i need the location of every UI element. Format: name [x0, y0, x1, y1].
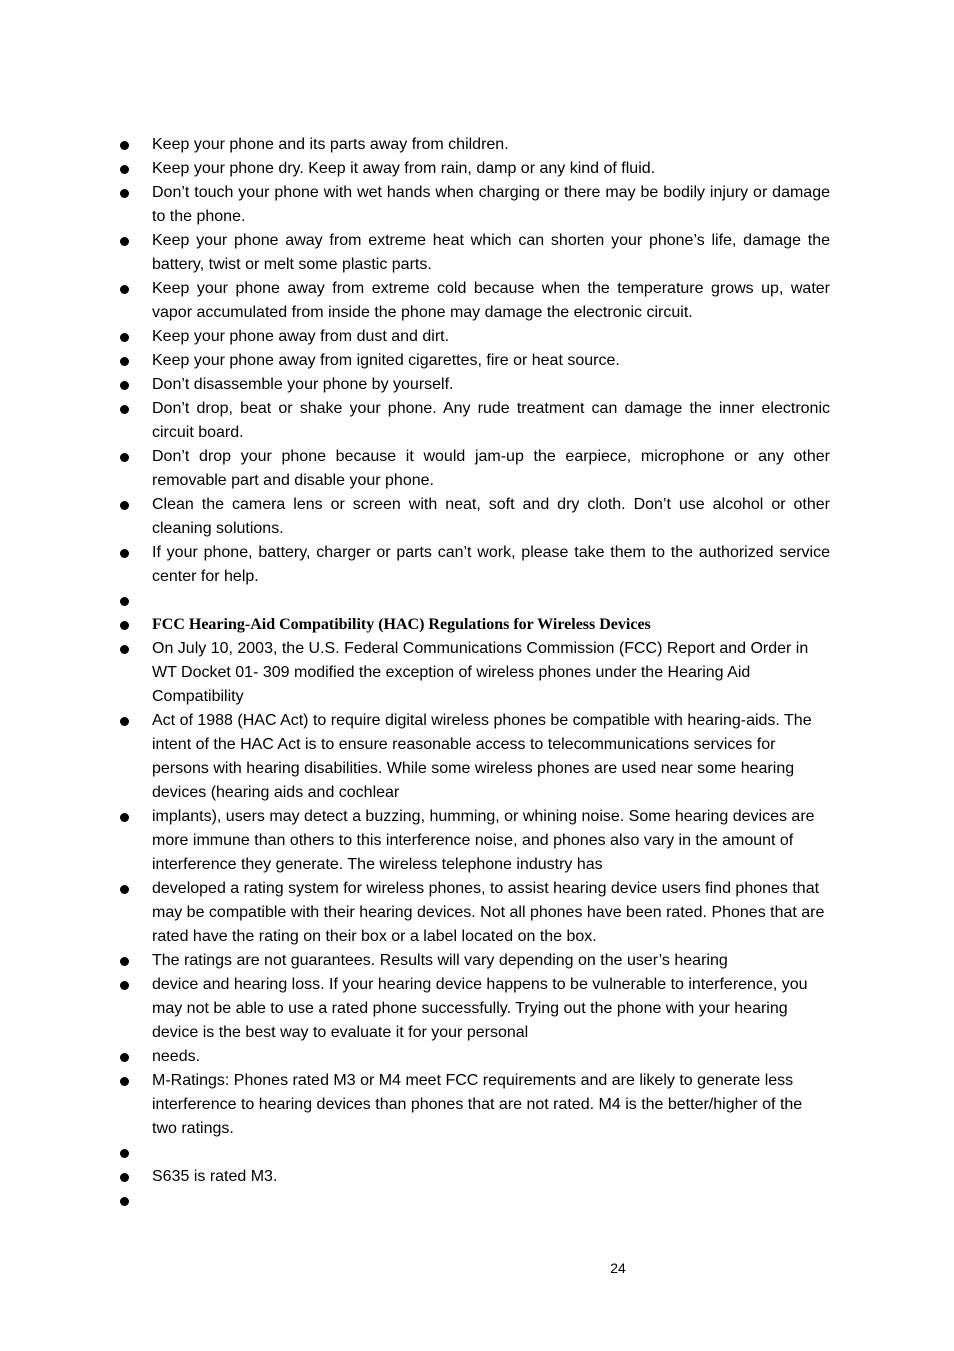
list-item: The ratings are not guarantees. Results will vary depending on the user’s hearing	[118, 949, 830, 973]
bullet-icon	[120, 357, 129, 366]
list-item: Clean the camera lens or screen with neat, soft and dry cloth. Don’t use alcohol or other cleaning solutions.	[118, 493, 830, 541]
list-item: Don’t disassemble your phone by yourself.	[118, 373, 830, 397]
page-number: 24	[610, 1260, 626, 1276]
list-item-empty	[118, 1141, 830, 1165]
bullet-icon	[120, 189, 129, 198]
bullet-icon	[120, 141, 129, 150]
list-item: developed a rating system for wireless phones, to assist hearing device users find phones that may be compatible with their hearing devices. Not all phones have been rated. Phones that are rated have the rating on their box or a label located on the box.	[118, 877, 830, 949]
list-item: Act of 1988 (HAC Act) to require digital wireless phones be compatible with hearing-aids. The intent of the HAC Act is to ensure reasonable access to telecommunications services for persons with hearing disabilities. While some wireless phones are used near some hearing devices (hearing aids and cochlear	[118, 709, 830, 805]
bullet-icon	[120, 1149, 129, 1158]
bullet-icon	[120, 1053, 129, 1062]
list-item: M-Ratings: Phones rated M3 or M4 meet FCC requirements and are likely to generate less interference to hearing devices than phones that are not rated. M4 is the better/higher of the two ratings.	[118, 1069, 830, 1141]
list-item: needs.	[118, 1045, 830, 1069]
list-item: Keep your phone and its parts away from children.	[118, 133, 830, 157]
bullet-list	[118, 133, 830, 1213]
bullet-icon	[120, 957, 129, 966]
bullet-icon	[120, 717, 129, 726]
bullet-icon	[120, 981, 129, 990]
list-item-empty	[118, 589, 830, 613]
bullet-icon	[120, 453, 129, 462]
list-item: Don’t touch your phone with wet hands when charging or there may be bodily injury or damage to the phone.	[118, 181, 830, 229]
bullet-icon	[120, 1197, 129, 1206]
list-item: If your phone, battery, charger or parts can’t work, please take them to the authorized service center for help.	[118, 541, 830, 589]
list-item: Don’t drop, beat or shake your phone. Any rude treatment can damage the inner electronic circuit board.	[118, 397, 830, 445]
bullet-icon	[120, 333, 129, 342]
bullet-icon	[120, 813, 129, 822]
bullet-icon	[120, 621, 129, 630]
bullet-icon	[120, 597, 129, 606]
list-item: Don’t drop your phone because it would jam-up the earpiece, microphone or any other removable part and disable your phone.	[118, 445, 830, 493]
list-item: On July 10, 2003, the U.S. Federal Communications Commission (FCC) Report and Order in WT Docket 01- 309 modified the exception of wireless phones under the Hearing Aid Compatibility	[118, 637, 830, 709]
bullet-icon	[120, 645, 129, 654]
section-heading: FCC Hearing-Aid Compatibility (HAC) Regulations for Wireless Devices	[118, 613, 830, 637]
bullet-icon	[120, 285, 129, 294]
list-item: Keep your phone away from extreme heat which can shorten your phone’s life, damage the battery, twist or melt some plastic parts.	[118, 229, 830, 277]
bullet-icon	[120, 1077, 129, 1086]
bullet-icon	[120, 1173, 129, 1182]
bullet-icon	[120, 405, 129, 414]
list-item: implants), users may detect a buzzing, humming, or whining noise. Some hearing devices are more immune than others to this interference noise, and phones also vary in the amount of interference they generate. The wireless telephone industry has	[118, 805, 830, 877]
list-item: device and hearing loss. If your hearing device happens to be vulnerable to interference, you may not be able to use a rated phone successfully. Trying out the phone with your hearing device is the best way to evaluate it for your personal	[118, 973, 830, 1045]
bullet-icon	[120, 501, 129, 510]
bullet-icon	[120, 549, 129, 558]
list-item: Keep your phone dry. Keep it away from rain, damp or any kind of fluid.	[118, 157, 830, 181]
bullet-icon	[120, 381, 129, 390]
list-item: Keep your phone away from extreme cold because when the temperature grows up, water vapor accumulated from inside the phone may damage the electronic circuit.	[118, 277, 830, 325]
list-item: Keep your phone away from ignited cigarettes, fire or heat source.	[118, 349, 830, 373]
list-item: S635 is rated M3.	[118, 1165, 830, 1189]
list-item-empty	[118, 1189, 830, 1213]
bullet-icon	[120, 885, 129, 894]
bullet-icon	[120, 165, 129, 174]
bullet-icon	[120, 237, 129, 246]
list-item: Keep your phone away from dust and dirt.	[118, 325, 830, 349]
